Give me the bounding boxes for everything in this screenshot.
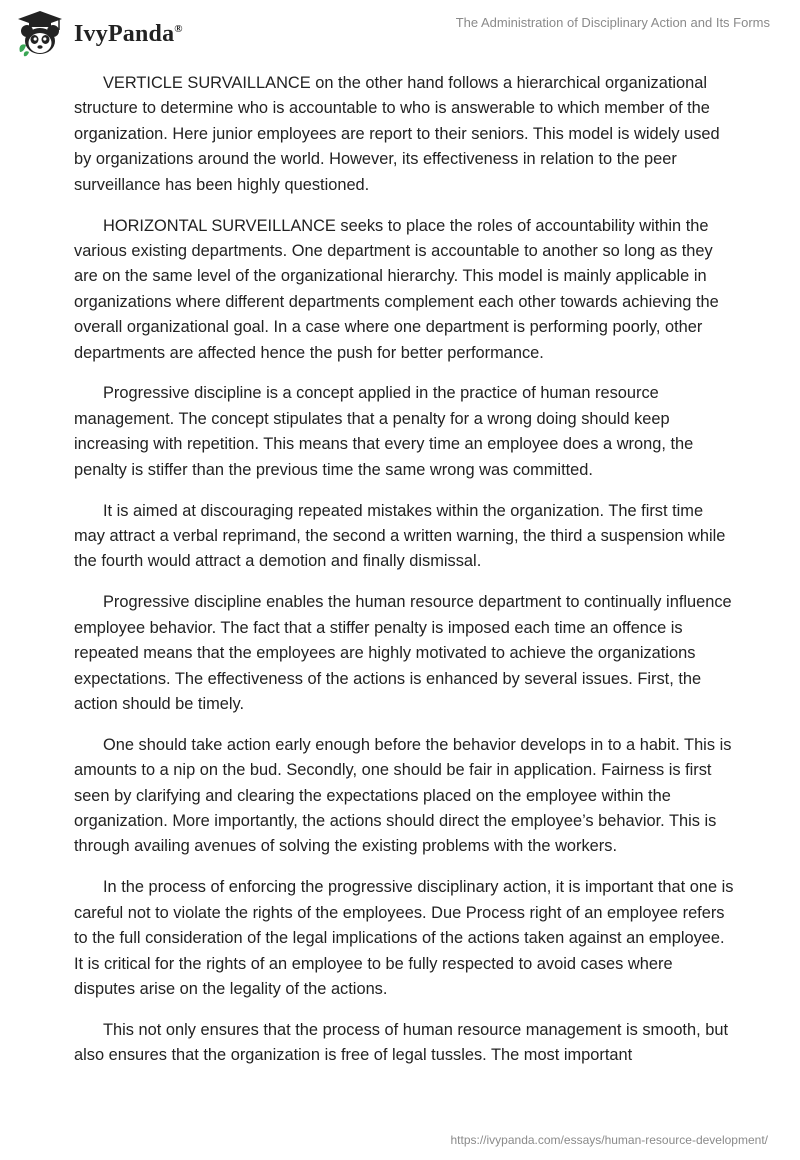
source-url-link[interactable]: https://ivypanda.com/essays/human-resource-development/ bbox=[450, 1133, 768, 1147]
paragraph: HORIZONTAL SURVEILLANCE seeks to place the roles of accountability within the various existing departments. One department is accountable to another so long as they are on the same level of the organizational hierarchy. This model is mainly applicable in organizations where different departments complement each other towards achieving the overall organizational goal. In a case where one department is performing poorly, other departments are affected hence the push for better performance. bbox=[74, 216, 719, 362]
essay-body bbox=[74, 71, 734, 1084]
paragraph: Progressive discipline enables the human resource department to continually influence employee behavior. The fact that a stiffer penalty is imposed each time an offence is repeated means that the employees are highly motivated to achieve the organizations expectations. The effectiveness of the actions is enhanced by several issues. First, the action should be timely. bbox=[74, 593, 732, 713]
paragraph: This not only ensures that the process of human resource management is smooth, but also ensures that the organization is free of legal tussles. The most important bbox=[74, 1020, 728, 1065]
brand-name: IvyPanda® bbox=[74, 20, 183, 47]
document-title: The Administration of Disciplinary Action and Its Forms bbox=[455, 15, 770, 30]
paragraph: In the process of enforcing the progressive disciplinary action, it is important that one is careful not to violate the rights of the employees. Due Process right of an employee refers to the full consideration of the legal implications of the actions taken against an employee. It is critical for the rights of an employee to be fully respected to avoid cases where disputes arise on the legality of the actions. bbox=[74, 878, 734, 998]
paragraph: Progressive discipline is a concept applied in the practice of human resource management. The concept stipulates that a penalty for a wrong doing should keep increasing with repetition. This means that every time an employee does a wrong, the penalty is stiffer than the previous time the same wrong was committed. bbox=[74, 384, 694, 479]
paragraph: It is aimed at discouraging repeated mistakes within the organization. The first time may attract a verbal reprimand, the second a written warning, the third a suspension while the fourth would attract a demotion and finally dismissal. bbox=[74, 501, 726, 571]
paragraph: VERTICLE SURVAILLANCE on the other hand follows a hierarchical organizational structure to determine who is accountable to who is answerable to which member of the organization. Here junior employees are report to their seniors. This model is widely used by organizations around the world. However, its effectiveness in relation to the peer surveillance has been highly questioned. bbox=[74, 74, 720, 194]
paragraph: One should take action early enough before the behavior develops in to a habit. This is amounts to a nip on the bud. Secondly, one should be fair in application. Fairness is first seen by clarifying and clearing the expectations placed on the employee within the organization. More importantly, the actions should direct the employee’s behavior. This is through availing avenues of solving the existing problems with the workers. bbox=[74, 735, 732, 856]
panda-graduate-icon bbox=[14, 8, 66, 60]
page-header bbox=[0, 0, 800, 70]
ivypanda-logo[interactable] bbox=[14, 8, 214, 60]
